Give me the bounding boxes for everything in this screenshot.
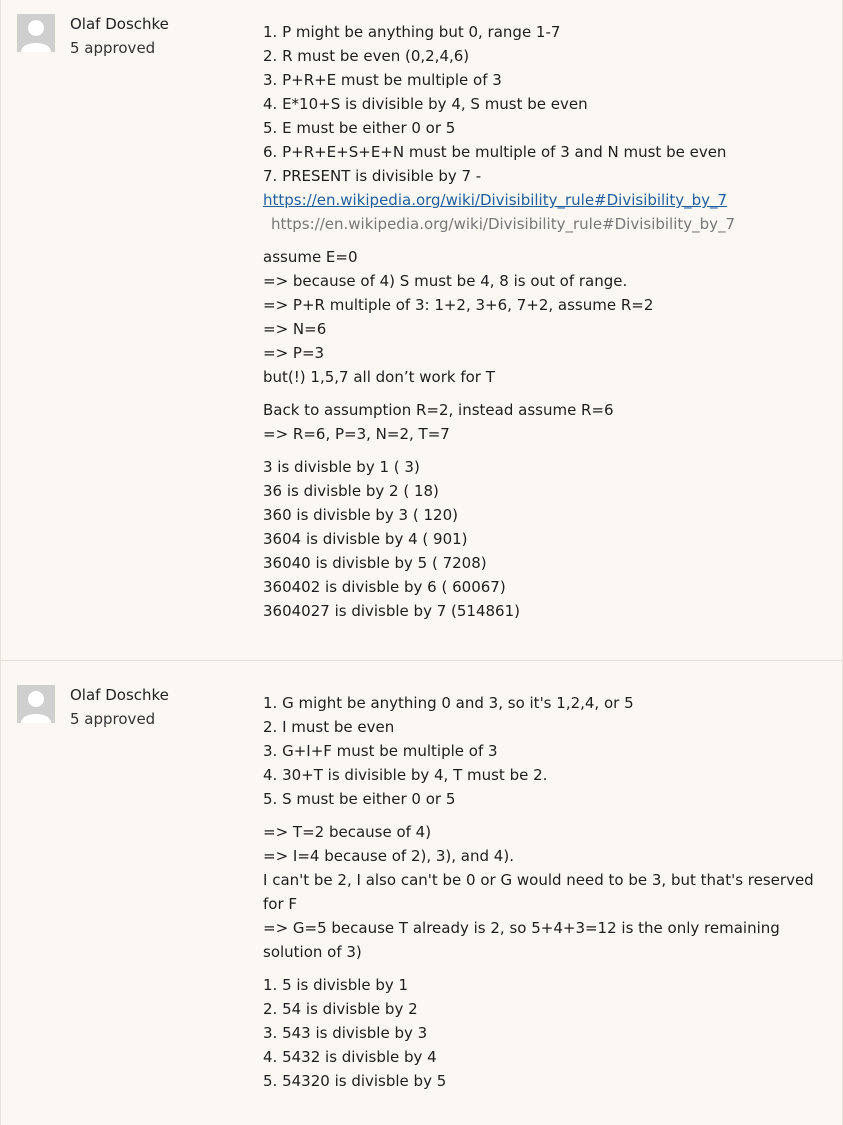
rule-line: 1. G might be anything 0 and 3, so it's 1,2,4, or 5 bbox=[263, 694, 634, 712]
author-name[interactable]: Olaf Doschke bbox=[70, 686, 169, 704]
deduction-block bbox=[263, 820, 823, 964]
avatar[interactable] bbox=[17, 14, 55, 52]
assume-line: assume E=0 bbox=[263, 248, 358, 266]
check-line: 360 is divisble by 3 ( 120) bbox=[263, 506, 458, 524]
rule-line: 1. P might be anything but 0, range 1-7 bbox=[263, 23, 561, 41]
check-line: 4. 5432 is divisble by 4 bbox=[263, 1048, 437, 1066]
deduction-line: => G=5 because T already is 2, so 5+4+3=12 is the only remaining solution of 3) bbox=[263, 919, 780, 961]
revised-assumption-block bbox=[263, 398, 823, 446]
rule-line: 3. G+I+F must be multiple of 3 bbox=[263, 742, 498, 760]
deduction-line: I can't be 2, I also can't be 0 or G would need to be 3, but that's reserved for F bbox=[263, 871, 814, 913]
comment-body bbox=[263, 20, 823, 632]
rule-line: 4. E*10+S is divisible by 4, S must be even bbox=[263, 95, 588, 113]
rule-line: 7. PRESENT is divisible by 7 - bbox=[263, 167, 482, 185]
check-line: 3604 is divisble by 4 ( 901) bbox=[263, 530, 468, 548]
author-block bbox=[70, 12, 169, 60]
assume-line: => P+R multiple of 3: 1+2, 3+6, 7+2, assume R=2 bbox=[263, 296, 654, 314]
assumption-block bbox=[263, 245, 823, 389]
assume-line: => N=6 bbox=[263, 320, 327, 338]
author-status: 5 approved bbox=[70, 710, 156, 728]
author-status: 5 approved bbox=[70, 39, 156, 57]
check-line: 1. 5 is divisble by 1 bbox=[263, 976, 409, 994]
rules-list bbox=[263, 20, 823, 236]
avatar[interactable] bbox=[17, 685, 55, 723]
comment bbox=[1, 0, 843, 660]
back-line: Back to assumption R=2, instead assume R=6 bbox=[263, 401, 614, 419]
comment bbox=[1, 660, 843, 1125]
check-line: 36 is divisble by 2 ( 18) bbox=[263, 482, 439, 500]
link-preview[interactable]: https://en.wikipedia.org/wiki/Divisibility_rule#Divisibility_by_7 bbox=[271, 215, 736, 233]
check-line: 3. 543 is divisble by 3 bbox=[263, 1024, 428, 1042]
wikipedia-link[interactable]: https://en.wikipedia.org/wiki/Divisibility_rule#Divisibility_by_7 bbox=[263, 191, 728, 209]
rule-line: 4. 30+T is divisible by 4, T must be 2. bbox=[263, 766, 548, 784]
author-block bbox=[70, 683, 169, 731]
deduction-line: => T=2 because of 4) bbox=[263, 823, 432, 841]
assume-line: => P=3 bbox=[263, 344, 325, 362]
check-line: 2. 54 is divisble by 2 bbox=[263, 1000, 418, 1018]
check-line: 3604027 is divisble by 7 (514861) bbox=[263, 602, 520, 620]
deduction-line: => I=4 because of 2), 3), and 4). bbox=[263, 847, 514, 865]
check-line: 36040 is divisble by 5 ( 7208) bbox=[263, 554, 487, 572]
rule-line: 5. S must be either 0 or 5 bbox=[263, 790, 456, 808]
rule-line: 5. E must be either 0 or 5 bbox=[263, 119, 456, 137]
back-line: => R=6, P=3, N=2, T=7 bbox=[263, 425, 450, 443]
user-icon bbox=[17, 14, 55, 52]
assume-line: => because of 4) S must be 4, 8 is out of range. bbox=[263, 272, 628, 290]
author-name[interactable]: Olaf Doschke bbox=[70, 15, 169, 33]
rule-line: 6. P+R+E+S+E+N must be multiple of 3 and N must be even bbox=[263, 143, 727, 161]
check-line: 5. 54320 is divisble by 5 bbox=[263, 1072, 447, 1090]
comment-body bbox=[263, 691, 823, 1102]
rules-list bbox=[263, 691, 823, 811]
rule-line: 3. P+R+E must be multiple of 3 bbox=[263, 71, 502, 89]
rule-line: 2. I must be even bbox=[263, 718, 395, 736]
assume-line: but(!) 1,5,7 all don’t work for T bbox=[263, 368, 495, 386]
divisibility-checks bbox=[263, 455, 823, 623]
rule-line: 2. R must be even (0,2,4,6) bbox=[263, 47, 470, 65]
check-line: 360402 is divisble by 6 ( 60067) bbox=[263, 578, 506, 596]
check-line: 3 is divisble by 1 ( 3) bbox=[263, 458, 420, 476]
user-icon bbox=[17, 685, 55, 723]
divisibility-checks bbox=[263, 973, 823, 1093]
